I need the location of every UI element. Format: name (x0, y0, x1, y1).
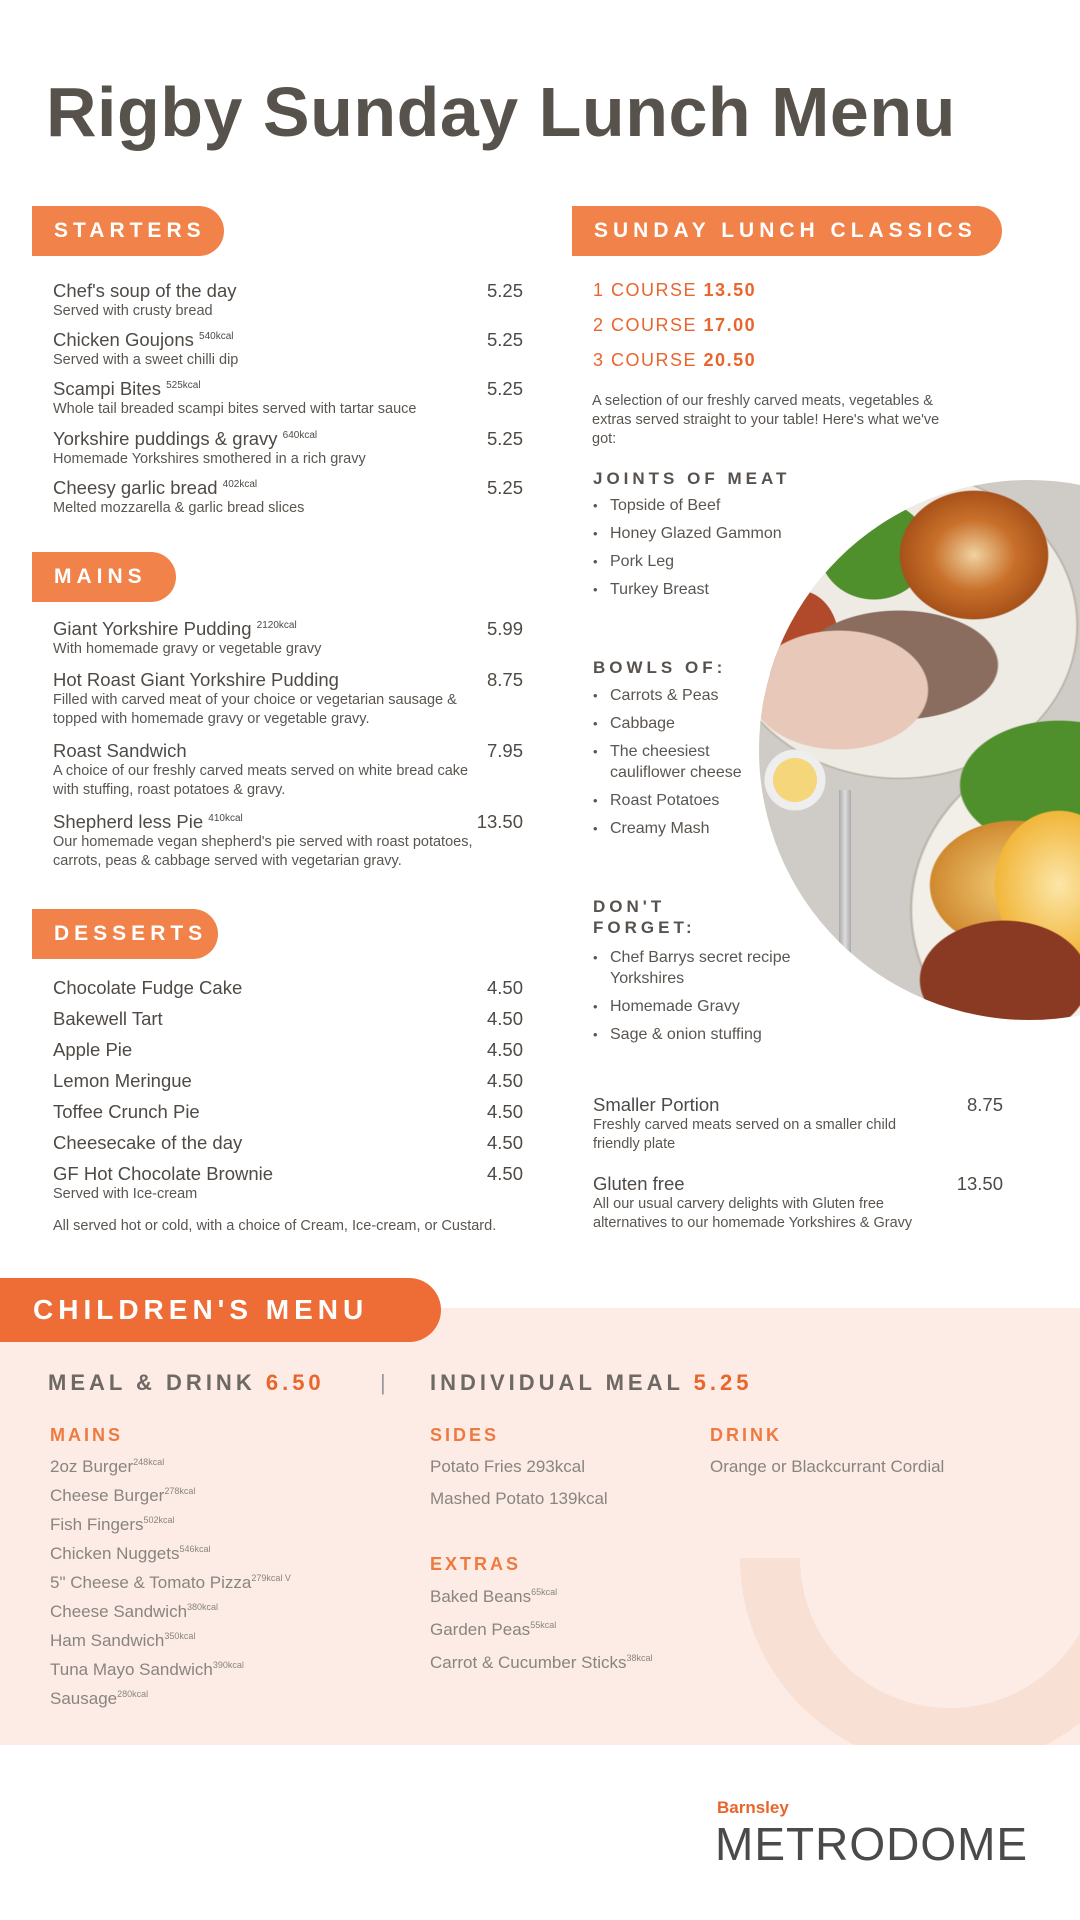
item-description: Whole tail breaded scampi bites served with tartar sauce (53, 401, 417, 417)
menu-item (53, 811, 523, 871)
item-name: GF Hot Chocolate Brownie (53, 1163, 274, 1184)
item-name: Carrot & Cucumber Sticks (430, 1653, 627, 1672)
item-name-text: Hot Roast Giant Yorkshire Pudding (53, 669, 339, 690)
item-name: Toffee Crunch Pie (53, 1101, 200, 1122)
item-name: Cheese Burger (50, 1486, 165, 1505)
item-name: Sausage (50, 1689, 118, 1708)
kids-main-item (50, 1515, 175, 1535)
item-kcal: 410kcal (208, 813, 243, 824)
list-item: • Honey Glazed Gammon (593, 523, 783, 544)
item-name-text: Shepherd less Pie (53, 811, 204, 832)
item-name: Chicken Nuggets (50, 1544, 180, 1563)
item-name: Smaller Portion (593, 1094, 720, 1115)
dessert-item (53, 1008, 523, 1030)
item-price: 4.50 (486, 1008, 523, 1029)
item-description: Served with crusty bread (53, 303, 213, 319)
item-price: 5.25 (486, 477, 523, 498)
list-item: • Homemade Gravy (593, 996, 793, 1017)
dessert-item (53, 977, 523, 999)
list-item: • Sage & onion stuffing (593, 1024, 793, 1045)
list-item: • Creamy Mash (593, 818, 783, 839)
dont-forget-list (593, 947, 793, 1052)
course-3: 3 COURSE 20.50 (593, 350, 757, 370)
item-name (53, 329, 523, 351)
kids-side-item: Mashed Potato 139kcal (430, 1489, 608, 1508)
item-name-text: Giant Yorkshire Pudding (53, 618, 252, 639)
item-price: 5.99 (486, 618, 523, 639)
mains-heading: MAINS (32, 552, 176, 602)
item-name (53, 669, 523, 691)
menu-item (53, 428, 523, 469)
item-name: Fish Fingers (50, 1515, 144, 1534)
item-description: Freshly carved meats served on a smaller child friendly plate (593, 1117, 897, 1152)
item-name-text: Chef's soup of the day (53, 280, 237, 301)
price-divider: | (380, 1370, 390, 1395)
item-price: 5.25 (486, 428, 523, 449)
item-description: All our usual carvery delights with Gluten free alternatives to our homemade Yorkshires & Gravy (593, 1196, 913, 1231)
logo-metrodome: METRODOME (715, 1818, 1029, 1870)
item-name-text: Scampi Bites (53, 378, 161, 399)
item-name: Gluten free (593, 1173, 685, 1194)
item-kcal: 546kcal (179, 1544, 211, 1554)
item-price: 4.50 (486, 1070, 523, 1091)
logo-barnsley: Barnsley (717, 1798, 789, 1817)
item-kcal: 640kcal (282, 430, 318, 441)
dessert-item (53, 1070, 523, 1092)
bowls-heading: BOWLS OF: (593, 658, 727, 677)
dessert-item (53, 1132, 523, 1154)
item-kcal: 390kcal (212, 1660, 244, 1670)
item-kcal: 502kcal (143, 1515, 175, 1525)
item-name: Bakewell Tart (53, 1008, 163, 1029)
item-name: Garden Peas (430, 1620, 531, 1639)
item-price: 4.50 (486, 1163, 523, 1184)
item-price: 4.50 (486, 1101, 523, 1122)
menu-item (53, 740, 523, 800)
item-description: Filled with carved meat of your choice or vegetarian sausage & topped with homemade gravy or vegetable gravy. (53, 692, 457, 727)
item-description: Melted mozzarella & garlic bread slices (53, 500, 305, 516)
kids-main-item (50, 1544, 211, 1564)
item-name (53, 428, 523, 450)
item-name: 5" Cheese & Tomato Pizza (50, 1573, 252, 1592)
desserts-heading: DESSERTS (32, 909, 218, 959)
menu-item (53, 477, 523, 518)
item-kcal: 248kcal (133, 1457, 165, 1467)
menu-item (53, 669, 523, 729)
list-item: • Pork Leg (593, 551, 783, 572)
item-price: 4.50 (486, 977, 523, 998)
kids-side-item: Potato Fries 293kcal (430, 1457, 585, 1476)
kids-extra-item (430, 1620, 556, 1640)
item-kcal: 380kcal (187, 1602, 219, 1612)
item-name: Cheese Sandwich (50, 1602, 188, 1621)
item-kcal: 55kcal (530, 1620, 557, 1630)
kids-sides-heading: SIDES (430, 1425, 500, 1445)
item-kcal: 38kcal (626, 1653, 653, 1663)
item-name: Chocolate Fudge Cake (53, 977, 243, 998)
item-name: Tuna Mayo Sandwich (50, 1660, 213, 1679)
item-name: Ham Sandwich (50, 1631, 165, 1650)
list-item: • Chef Barrys secret recipe Yorkshires (593, 947, 793, 989)
item-price: 4.50 (486, 1039, 523, 1060)
kids-drink-heading: DRINK (710, 1425, 782, 1445)
kids-extra-item (430, 1587, 557, 1607)
item-name: Lemon Meringue (53, 1070, 192, 1091)
classic-extra-item (593, 1173, 1003, 1233)
course-2: 2 COURSE 17.00 (593, 315, 757, 335)
list-item: • The cheesiest cauliflower cheese (593, 741, 783, 783)
kids-main-item (50, 1457, 164, 1477)
menu-item (53, 618, 523, 659)
desserts-footnote: All served hot or cold, with a choice of Cream, Ice-cream, or Custard. (53, 1218, 497, 1234)
joints-heading: JOINTS OF MEAT (593, 469, 791, 488)
item-price: 13.50 (476, 811, 523, 832)
dessert-item (53, 1163, 523, 1202)
item-name (53, 740, 523, 762)
menu-item (53, 378, 523, 419)
item-price: 5.25 (486, 329, 523, 350)
joints-list (593, 495, 783, 607)
item-price: 5.25 (486, 280, 523, 301)
item-name: Baked Beans (430, 1587, 532, 1606)
list-item: • Topside of Beef (593, 495, 783, 516)
item-price: 7.95 (486, 740, 523, 761)
item-price: 4.50 (486, 1132, 523, 1153)
bowls-list (593, 685, 783, 846)
item-price: 8.75 (486, 669, 523, 690)
item-price: 8.75 (966, 1094, 1003, 1115)
item-kcal: 402kcal (222, 479, 258, 490)
kids-mains-heading: MAINS (50, 1425, 123, 1445)
item-description: Our homemade vegan shepherd's pie served with roast potatoes, carrots, peas & cabbage served with vegetarian gravy. (53, 834, 473, 869)
starters-heading: STARTERS (32, 206, 224, 256)
menu-item (53, 280, 523, 321)
item-name (53, 811, 523, 833)
kids-extra-item (430, 1653, 653, 1673)
kids-extras-heading: EXTRAS (430, 1554, 522, 1574)
childrens-menu-heading: CHILDREN'S MENU (0, 1278, 441, 1342)
roast-dinner-photo (759, 480, 1080, 1020)
item-kcal: 65kcal (531, 1587, 558, 1597)
dont-forget-heading: DON'T FORGET: (593, 897, 696, 937)
kids-main-item (50, 1689, 148, 1709)
page-title: Rigby Sunday Lunch Menu (46, 73, 956, 151)
classic-extra-item (593, 1094, 1003, 1154)
kids-main-item (50, 1631, 195, 1651)
menu-item (53, 329, 523, 370)
item-description: Served with a sweet chilli dip (53, 352, 239, 368)
individual-meal-price: INDIVIDUAL MEAL 5.25 (430, 1370, 753, 1395)
dessert-item (53, 1101, 523, 1123)
course-1: 1 COURSE 13.50 (593, 280, 757, 300)
item-description: Served with Ice-cream (53, 1186, 198, 1202)
item-name: Apple Pie (53, 1039, 133, 1060)
list-item: • Roast Potatoes (593, 790, 783, 811)
item-kcal: 525kcal (166, 380, 201, 391)
dessert-item (53, 1039, 523, 1061)
item-description: With homemade gravy or vegetable gravy (53, 641, 322, 657)
kids-main-item (50, 1660, 244, 1680)
item-price: 5.25 (486, 378, 523, 399)
classics-intro: A selection of our freshly carved meats, vegetables & extras served straight to your table! Here's what we've got: (592, 393, 940, 447)
item-name (53, 477, 523, 499)
item-kcal: 280kcal (117, 1689, 149, 1699)
item-kcal: 350kcal (164, 1631, 196, 1641)
list-item: • Turkey Breast (593, 579, 783, 600)
kids-drink-item: Orange or Blackcurrant Cordial (710, 1457, 945, 1476)
item-name (53, 378, 523, 400)
kids-main-item (50, 1573, 291, 1593)
item-price: 13.50 (956, 1173, 1003, 1194)
item-name-text: Chicken Goujons (53, 329, 194, 350)
item-kcal: 2120kcal (256, 620, 297, 631)
item-name-text: Roast Sandwich (53, 740, 187, 761)
item-name (53, 280, 523, 302)
kids-main-item (50, 1602, 218, 1622)
item-description: Homemade Yorkshires smothered in a rich gravy (53, 451, 366, 467)
item-kcal: 278kcal (164, 1486, 196, 1496)
item-name (53, 618, 523, 640)
meal-drink-price: MEAL & DRINK 6.50 (48, 1370, 325, 1395)
list-item: • Cabbage (593, 713, 783, 734)
list-item: • Carrots & Peas (593, 685, 783, 706)
item-name-text: Yorkshire puddings & gravy (53, 428, 278, 449)
classics-heading: SUNDAY LUNCH CLASSICS (572, 206, 1002, 256)
item-kcal: 279kcal V (251, 1573, 291, 1583)
item-name: 2oz Burger (50, 1457, 134, 1476)
item-description: A choice of our freshly carved meats served on white bread cake with stuffing, roast potatoes & gravy. (53, 763, 469, 798)
item-name: Cheesecake of the day (53, 1132, 243, 1153)
item-kcal: 540kcal (199, 331, 234, 342)
kids-main-item (50, 1486, 195, 1506)
item-name-text: Cheesy garlic bread (53, 477, 218, 498)
